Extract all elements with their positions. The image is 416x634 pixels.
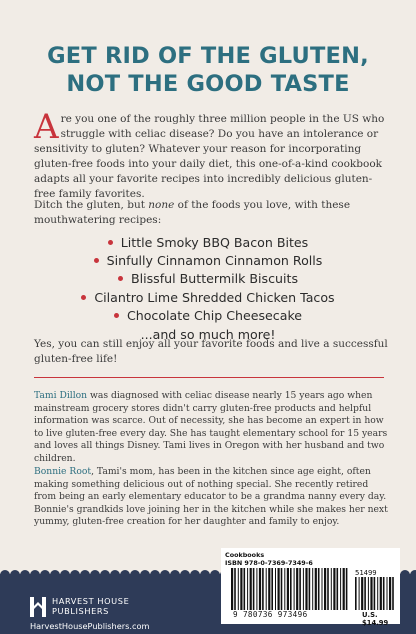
barcode-number: 9 780736 973496 [233, 610, 308, 619]
bullet-icon [94, 258, 99, 263]
recipe-item: Cilantro Lime Shredded Chicken Tacos [0, 288, 416, 306]
publisher-url: HarvestHousePublishers.com [30, 621, 150, 631]
recipe-list [0, 233, 416, 343]
author-name: Bonnie Root [34, 466, 92, 477]
barcode-isbn: ISBN 978-0-7369-7349-6 [225, 559, 313, 567]
bullet-icon [81, 295, 86, 300]
barcode-box [221, 548, 400, 627]
recipe-item: Sinfully Cinnamon Cinnamon Rolls [0, 251, 416, 269]
intro-paragraph [34, 107, 390, 202]
intro-text: re you one of the roughly three million people in the US who struggle with celiac disease? Do you have an intolerance or sensitivity to gluten? Whatever your reason for incorporating gluten-free foods into your daily diet, this one-of-a-kind cookbook adapts all your favorite recipes into incredibly delicious gluten-free family favorites. [34, 113, 385, 200]
publisher-logo [30, 597, 129, 617]
author-bio-tami [34, 390, 390, 466]
author-bio-text: , Tami's mom, has been in the kitchen since age eight, often making something delicious out of nothing special. She recently retired from being an early elementary educator to be a grandma nanny every day. Bonnie's grandkids love joining her in the kitchen while she makes her next yummy, gluten-free creation for her daughter and family to enjoy. [34, 466, 388, 528]
author-name: Tami Dillon [34, 390, 88, 401]
bullet-icon [118, 276, 123, 281]
recipes-lead [34, 198, 390, 228]
recipe-item: Little Smoky BBQ Bacon Bites [0, 233, 416, 251]
barcode-price-code: 51499 [355, 568, 377, 577]
recipe-item: Chocolate Chip Cheesecake [0, 307, 416, 325]
recipe-more: ...and so much more! [140, 326, 276, 342]
headline-line-2: NOT THE GOOD TASTE [66, 71, 350, 97]
divider [34, 377, 384, 378]
barcode-category: Cookbooks [225, 551, 265, 559]
barcode-price: U.S. $14.99 [362, 611, 389, 627]
drop-cap: A [34, 107, 59, 147]
publisher-name-line-2: PUBLISHERS [52, 606, 109, 616]
harvest-house-logo-icon [30, 597, 46, 617]
headline [0, 42, 416, 98]
lead-emphasis: none [148, 199, 175, 211]
publisher-name-line-1: HARVEST HOUSE [52, 596, 130, 607]
headline-line-1: GET RID OF THE GLUTEN, [47, 43, 369, 69]
lead-after: of the foods you love, with these mouthwatering recipes: [34, 199, 351, 226]
author-bio-text: was diagnosed with celiac disease nearly 15 years ago when mainstream grocery stores didn't carry gluten-free products and helpful information was scarce. Out of necessity, she has become an expert in how to live gluten-free every day. She has taught elementary school for 15 years and loves all things Disney. Tami lives in Oregon with her husband and two children. [34, 390, 388, 464]
bullet-icon [108, 240, 113, 245]
closing-paragraph: Yes, you can still enjoy all your favorite foods and live a successful gluten-free life! [34, 338, 388, 365]
author-bio-bonnie [34, 466, 390, 529]
recipe-item: Blissful Buttermilk Biscuits [0, 270, 416, 288]
bullet-icon [114, 313, 119, 318]
lead-before: Ditch the gluten, but [34, 199, 149, 211]
